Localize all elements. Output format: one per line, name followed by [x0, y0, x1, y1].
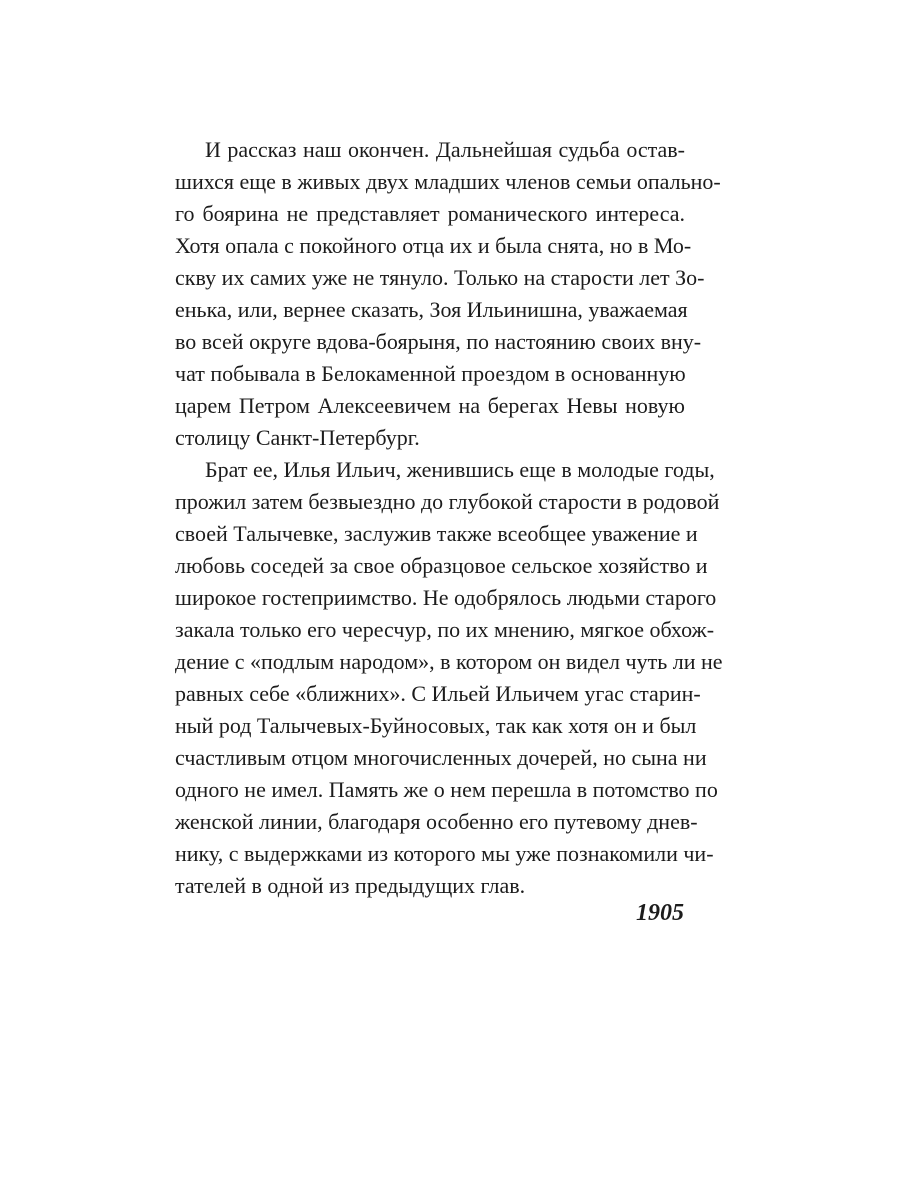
text-line: дение с «подлым народом», в котором он видел чуть ли не	[175, 649, 723, 674]
text-line: своей Талычевке, заслужив также всеобщее уважение и	[175, 521, 698, 546]
text-line: женской линии, благодаря особенно его путевому днев-	[175, 809, 698, 834]
text-line: го боярина не представляет романического интереса.	[175, 201, 685, 226]
text-line: счастливым отцом многочисленных дочерей, но сына ни	[175, 745, 707, 770]
text-line: широкое гостеприимство. Не одобрялось людьми старого	[175, 585, 717, 610]
text-line: И рассказ наш окончен. Дальнейшая судьба остав-	[205, 137, 685, 162]
paragraph-2	[145, 454, 723, 902]
text-line: нику, с выдержками из которого мы уже познакомили чи-	[175, 841, 714, 866]
text-line: скву их самих уже не тянуло. Только на старости лет Зо-	[175, 265, 705, 290]
text-line: тателей в одной из предыдущих глав.	[175, 873, 526, 898]
text-line: ный род Талычевых-Буйносовых, так как хотя он и был	[175, 713, 697, 738]
text-line: равных себе «ближних». С Ильей Ильичем угас старин-	[175, 681, 701, 706]
text-line: одного не имел. Память же о нем перешла в потомство по	[175, 777, 718, 802]
text-line: прожил затем безвыездно до глубокой старости в родовой	[175, 489, 720, 514]
text-line: столицу Санкт-Петербург.	[175, 425, 420, 450]
text-line: закала только его чересчур, по их мнению, мягкое обхож-	[175, 617, 715, 642]
text-line: шихся еще в живых двух младших членов семьи опально-	[175, 169, 721, 194]
text-line: царем Петром Алексеевичем на берегах Невы новую	[175, 393, 685, 418]
text-line: Брат ее, Илья Ильич, женившись еще в молодые годы,	[205, 457, 715, 482]
text-line: во всей округе вдова-боярыня, по настоянию своих вну-	[175, 329, 702, 354]
text-line: любовь соседей за свое образцовое сельское хозяйство и	[175, 553, 708, 578]
date-signature: 1905	[636, 900, 684, 926]
text-line: енька, или, вернее сказать, Зоя Ильинишна, уважаемая	[175, 297, 688, 322]
paragraph-1	[145, 134, 721, 454]
text-line: чат побывала в Белокаменной проездом в основанную	[175, 361, 686, 386]
body-text	[145, 134, 723, 902]
text-line: Хотя опала с покойного отца их и была снята, но в Мо-	[175, 233, 692, 258]
